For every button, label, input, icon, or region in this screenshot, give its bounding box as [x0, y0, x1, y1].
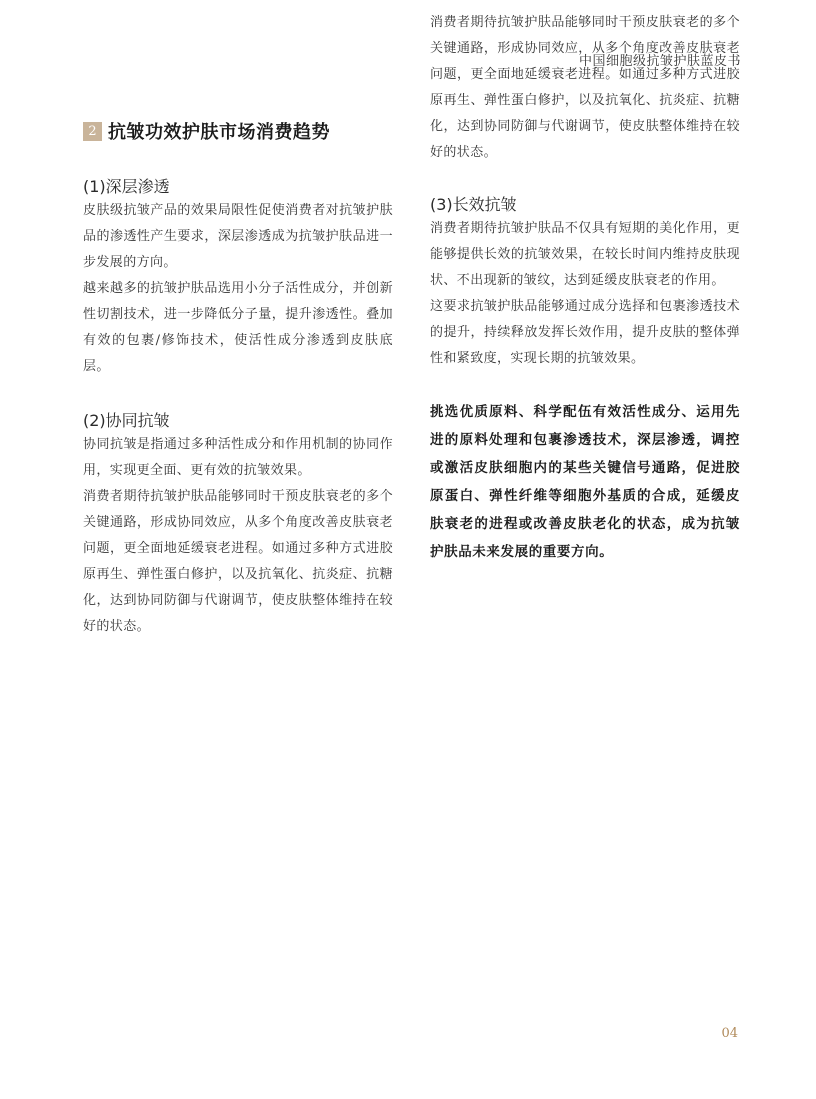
subsection-heading-deep-penetration: (1)深层渗透 [83, 177, 170, 196]
paragraph-synergy-2-part-left [83, 484, 393, 634]
section-title: 抗皱功效护肤市场消费趋势 [108, 122, 330, 143]
paragraph-deep-penetration-1: 皮肤级抗皱产品的效果局限性促使消费者对抗皱护肤品的渗透性产生要求，深层渗透成为抗皱护肤品进一步发展的方向。 [83, 203, 393, 270]
subsection-heading-synergy: (2)协同抗皱 [83, 411, 170, 430]
paragraph-synergy-2-text-continued: 消费者期待抗皱护肤品能够同时干预皮肤衰老的多个关键通路，形成协同效应，从多个角度改善皮肤衰老问题，更全面地延缓衰老进程。如通过多种方式进胶原再生、弹性蛋白修护，以及抗氧化、抗炎症、抗糖化，达到协同防御与代谢调节，使皮肤整体维持在较好的状态。 [430, 15, 740, 160]
section-number-badge: 2 [83, 122, 102, 141]
paragraph-synergy-2-text: 消费者期待抗皱护肤品能够同时干预皮肤衰老的多个关键通路，形成协同效应，从多个角度改善皮肤衰老问题，更全面地延缓衰老进程。如通过多种方式进胶原再生、弹性蛋白修护，以及抗氧化、抗炎症、抗糖化，达到协同防御与代谢调节，使皮肤整体维持在较好的状态。 [83, 489, 393, 634]
page-number: 04 [721, 1026, 738, 1041]
paragraph-synergy-1: 协同抗皱是指通过多种活性成分和作用机制的协同作用，实现更全面、更有效的抗皱效果。 [83, 437, 393, 478]
subsection-heading-long-lasting: (3)长效抗皱 [430, 195, 517, 214]
section-heading [83, 118, 330, 144]
paragraph-deep-penetration-2: 越来越多的抗皱护肤品选用小分子活性成分，并创新性切割技术，进一步降低分子量，提升渗透性。叠加有效的包裹/修饰技术，使活性成分渗透到皮肤底层。 [83, 281, 393, 374]
paragraph-synergy-2-continuation [430, 10, 740, 166]
paragraph-long-lasting-2: 这要求抗皱护肤品能够通过成分选择和包裹渗透技术的提升，持续释放发挥长效作用，提升皮肤的整体弹性和紧致度，实现长期的抗皱效果。 [430, 299, 740, 366]
paragraph-long-lasting-1: 消费者期待抗皱护肤品不仅具有短期的美化作用，更能够提供长效的抗皱效果，在较长时间内维持皮肤现状、不出现新的皱纹，达到延缓皮肤衰老的作用。 [430, 221, 740, 288]
summary-paragraph: 挑选优质原料、科学配伍有效活性成分、运用先进的原料处理和包裹渗透技术，深层渗透，调控或激活皮肤细胞内的某些关键信号通路，促进胶原蛋白、弹性纤维等细胞外基质的合成，延缓皮肤衰老的进程或改善皮肤老化的状态，成为抗皱护肤品未来发展的重要方向。 [430, 404, 740, 560]
header-title: 中国细胞级抗皱护肤蓝皮书 [578, 54, 741, 69]
